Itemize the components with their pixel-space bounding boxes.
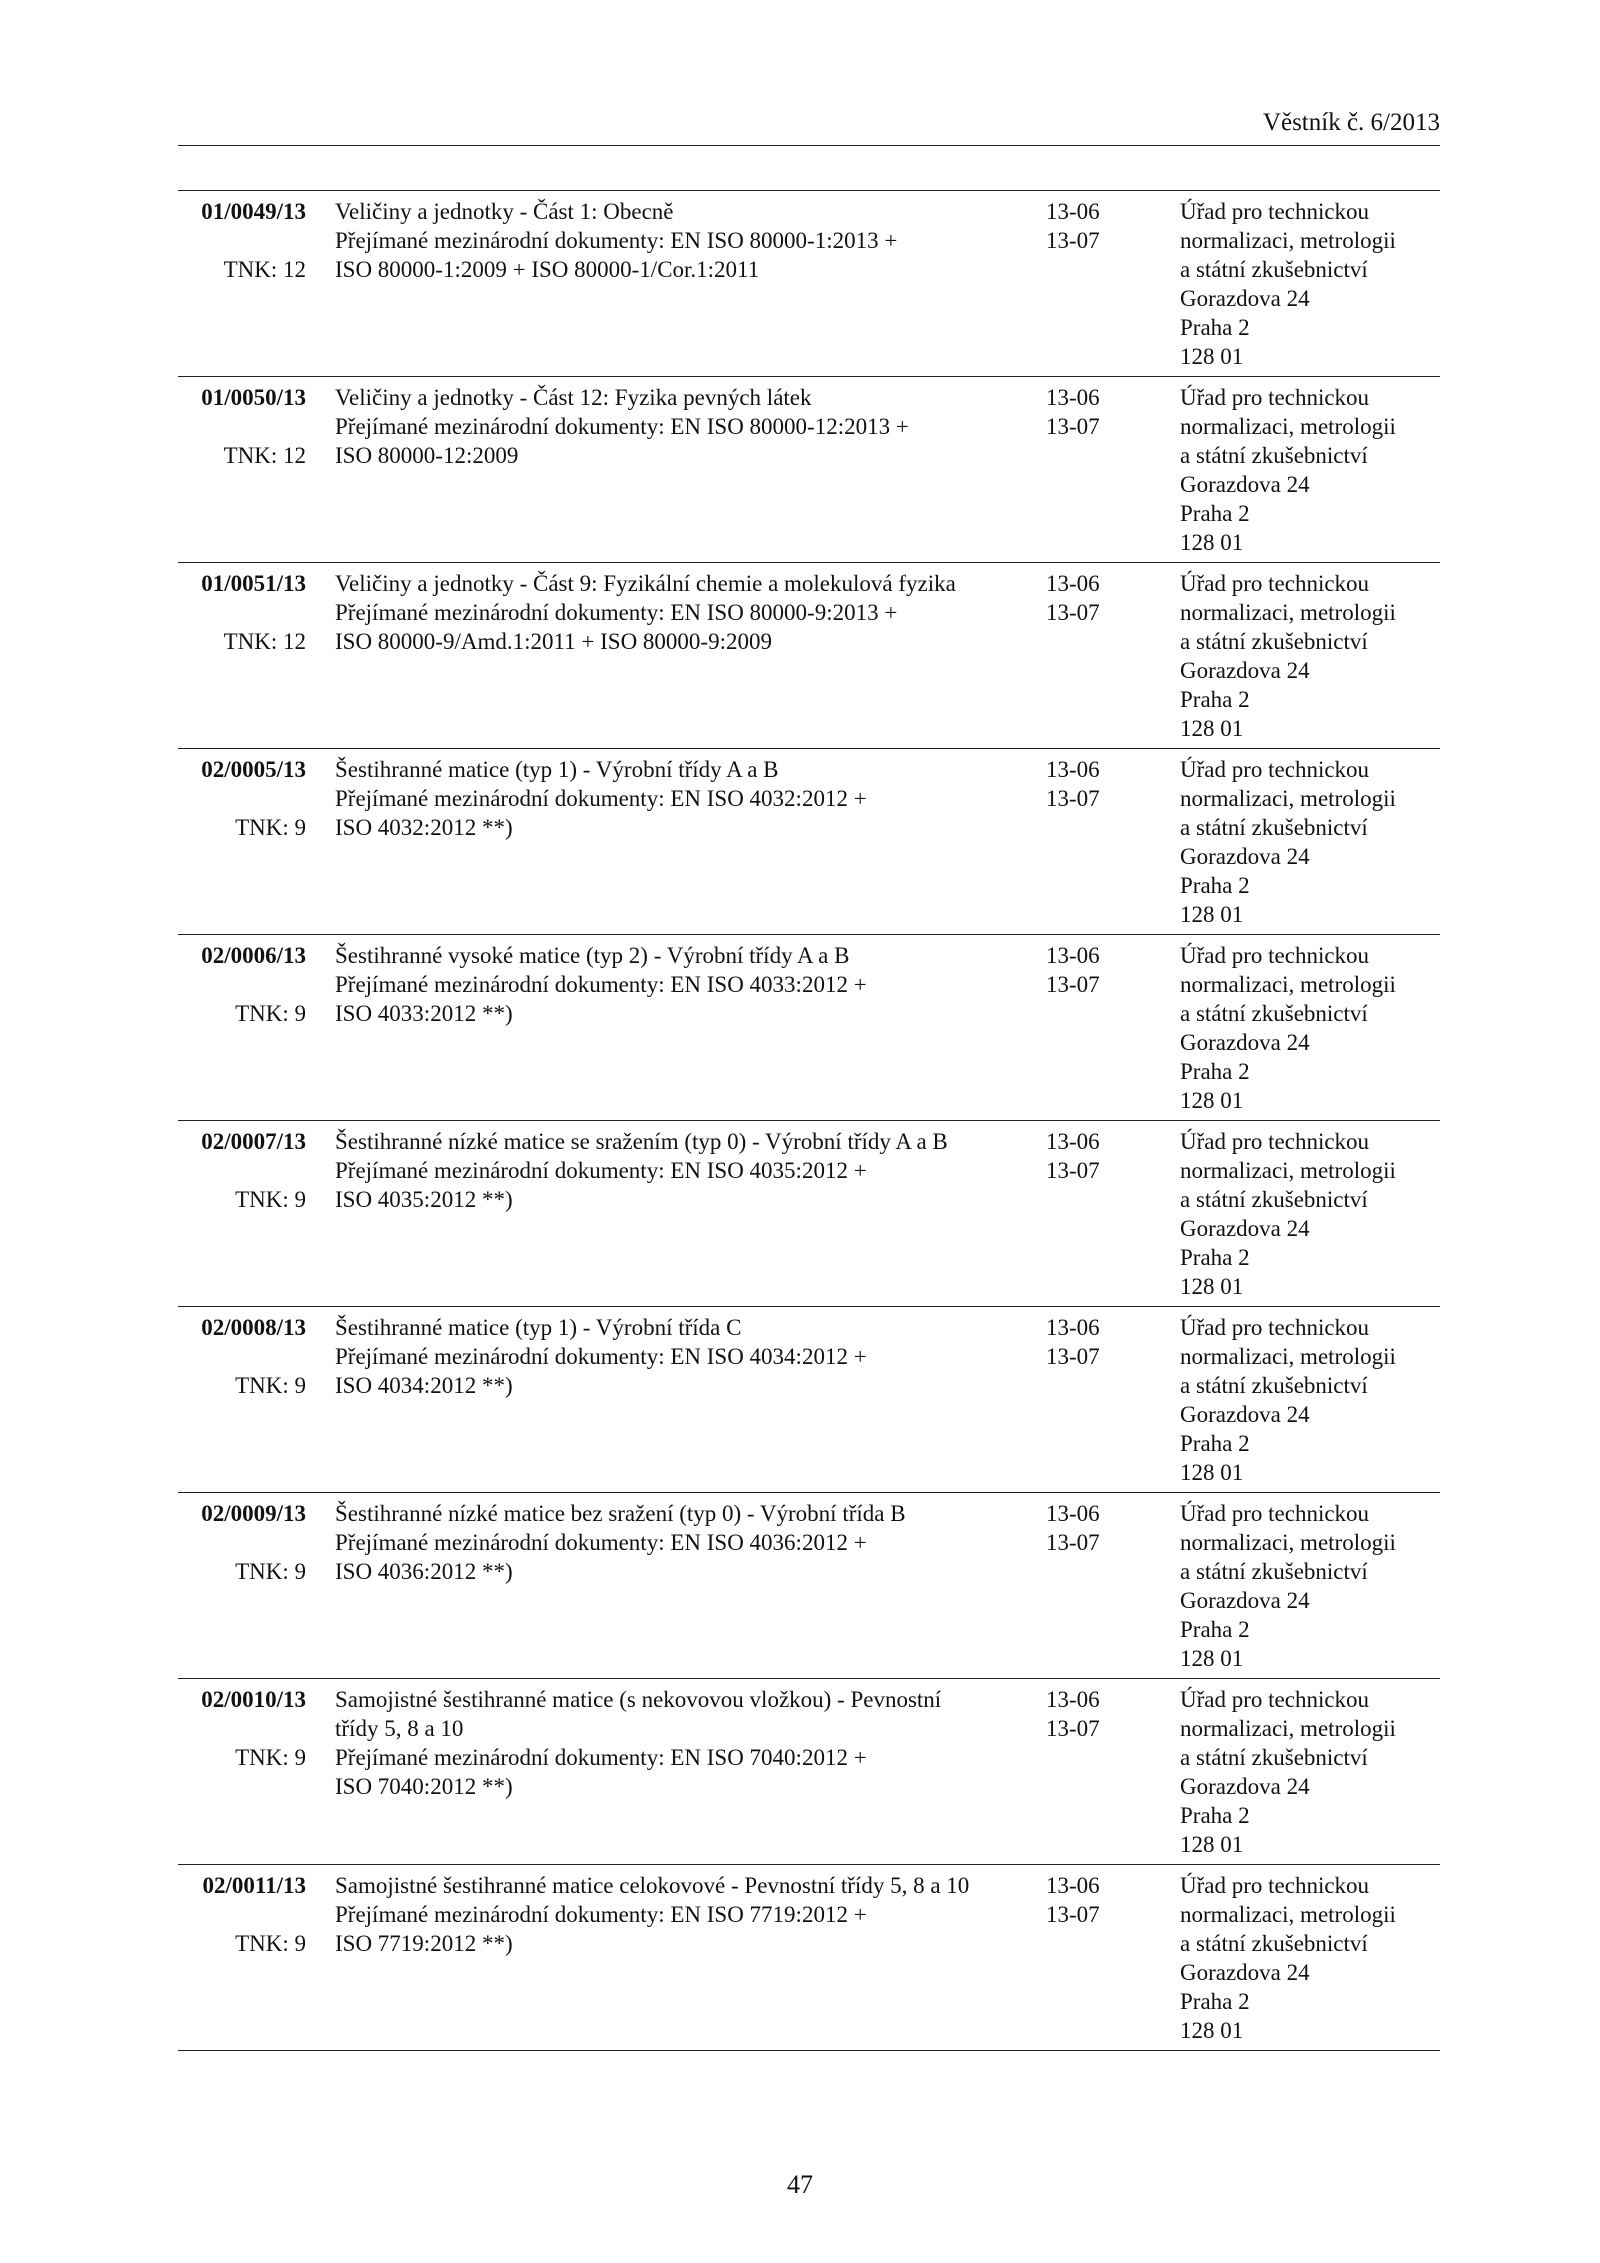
entry-description-line: ISO 7719:2012 **) — [335, 1931, 513, 1956]
entries-table — [178, 190, 1440, 2051]
entry-address-line: Úřad pro technickou — [1180, 199, 1370, 224]
entry-tnk: TNK: 12 — [223, 629, 306, 654]
entry-date: 13-07 — [1046, 1716, 1100, 1741]
entry-address-line: Úřad pro technickou — [1180, 1873, 1370, 1898]
entry-number: 01/0051/13 — [201, 571, 306, 596]
entry-description-line: ISO 7040:2012 **) — [335, 1774, 513, 1799]
entry-id-column — [178, 755, 306, 842]
entry-dates — [1046, 1871, 1146, 1929]
entry-number: 01/0049/13 — [201, 199, 306, 224]
entry-address-line: normalizaci, metrologii — [1180, 1158, 1396, 1183]
entry-address — [1180, 1313, 1440, 1487]
entry-address-line: a státní zkušebnictví — [1180, 815, 1368, 840]
entry-address — [1180, 569, 1440, 743]
entry-address-line: Praha 2 — [1180, 1431, 1250, 1456]
entry-date: 13-06 — [1046, 1687, 1100, 1712]
entry-address-line: 128 01 — [1180, 1088, 1244, 1113]
entry-address-line: Gorazdova 24 — [1180, 844, 1310, 869]
entry-address-line: Gorazdova 24 — [1180, 1216, 1310, 1241]
entry-address-line: Praha 2 — [1180, 1059, 1250, 1084]
entry-row — [178, 1679, 1440, 1865]
entry-description-line: Šestihranné nízké matice se sražením (typ 0) - Výrobní třídy A a B — [335, 1129, 948, 1154]
entry-description-line: ISO 4033:2012 **) — [335, 1001, 513, 1026]
entry-address-line: 128 01 — [1180, 716, 1244, 741]
entry-description — [335, 1499, 1035, 1586]
page-number: 47 — [787, 2170, 813, 2199]
entry-date: 13-07 — [1046, 600, 1100, 625]
entry-number: 02/0005/13 — [201, 757, 306, 782]
entry-address-line: normalizaci, metrologii — [1180, 1530, 1396, 1555]
entry-date: 13-06 — [1046, 1315, 1100, 1340]
entry-address-line: 128 01 — [1180, 530, 1244, 555]
entry-description-line: Veličiny a jednotky - Část 12: Fyzika pevných látek — [335, 385, 812, 410]
entry-description-line: ISO 80000-1:2009 + ISO 80000-1/Cor.1:2011 — [335, 257, 760, 282]
entry-address-line: Praha 2 — [1180, 1989, 1250, 2014]
entry-dates — [1046, 1685, 1146, 1743]
entry-description-line: ISO 4036:2012 **) — [335, 1559, 513, 1584]
entry-description-line: ISO 80000-12:2009 — [335, 443, 519, 468]
entry-dates — [1046, 569, 1146, 627]
entry-address-line: normalizaci, metrologii — [1180, 414, 1396, 439]
entry-address-line: Úřad pro technickou — [1180, 1687, 1370, 1712]
entry-date: 13-07 — [1046, 1902, 1100, 1927]
entry-description-line: Přejímané mezinárodní dokumenty: EN ISO 4035:2012 + — [335, 1158, 867, 1183]
entry-tnk: TNK: 12 — [223, 257, 306, 282]
entry-address-line: Praha 2 — [1180, 1803, 1250, 1828]
entry-address-line: normalizaci, metrologii — [1180, 1344, 1396, 1369]
entry-address-line: normalizaci, metrologii — [1180, 786, 1396, 811]
entry-address-line: Úřad pro technickou — [1180, 1315, 1370, 1340]
entry-row — [178, 1121, 1440, 1307]
entry-date: 13-07 — [1046, 972, 1100, 997]
entry-address-line: 128 01 — [1180, 902, 1244, 927]
entry-tnk: TNK: 12 — [223, 443, 306, 468]
entry-description-line: Přejímané mezinárodní dokumenty: EN ISO 80000-9:2013 + — [335, 600, 898, 625]
entry-date: 13-07 — [1046, 414, 1100, 439]
entry-address-line: 128 01 — [1180, 344, 1244, 369]
entry-number: 02/0011/13 — [202, 1873, 306, 1898]
entry-address-line: Úřad pro technickou — [1180, 1129, 1370, 1154]
entry-address-line: Gorazdova 24 — [1180, 658, 1310, 683]
entry-description — [335, 569, 1035, 656]
entry-address-line: normalizaci, metrologii — [1180, 1716, 1396, 1741]
entry-description-line: třídy 5, 8 a 10 — [335, 1716, 464, 1741]
entry-description — [335, 197, 1035, 284]
entry-address — [1180, 1499, 1440, 1673]
entry-dates — [1046, 755, 1146, 813]
entry-description — [335, 383, 1035, 470]
entry-row — [178, 377, 1440, 563]
entry-description-line: Šestihranné nízké matice bez sražení (typ 0) - Výrobní třída B — [335, 1501, 906, 1526]
entry-tnk: TNK: 9 — [235, 1745, 306, 1770]
entry-tnk: TNK: 9 — [235, 1559, 306, 1584]
entry-date: 13-06 — [1046, 943, 1100, 968]
entry-address-line: a státní zkušebnictví — [1180, 1001, 1368, 1026]
entry-address-line: Praha 2 — [1180, 873, 1250, 898]
entry-date: 13-06 — [1046, 757, 1100, 782]
entry-address-line: Úřad pro technickou — [1180, 757, 1370, 782]
entry-description-line: Přejímané mezinárodní dokumenty: EN ISO 4033:2012 + — [335, 972, 867, 997]
entry-number: 02/0007/13 — [201, 1129, 306, 1154]
entry-date: 13-06 — [1046, 385, 1100, 410]
entry-number: 01/0050/13 — [201, 385, 306, 410]
entry-address-line: Praha 2 — [1180, 687, 1250, 712]
entry-id-column — [178, 1871, 306, 1958]
entry-address-line: a státní zkušebnictví — [1180, 443, 1368, 468]
entry-id-column — [178, 1127, 306, 1214]
entry-number: 02/0009/13 — [201, 1501, 306, 1526]
entry-row — [178, 1865, 1440, 2051]
entry-address-line: a státní zkušebnictví — [1180, 257, 1368, 282]
entry-tnk: TNK: 9 — [235, 815, 306, 840]
entry-address-line: a státní zkušebnictví — [1180, 1931, 1368, 1956]
entry-address — [1180, 1127, 1440, 1301]
entry-row — [178, 1493, 1440, 1679]
entry-address-line: Úřad pro technickou — [1180, 571, 1370, 596]
entry-address-line: 128 01 — [1180, 1274, 1244, 1299]
entry-date: 13-06 — [1046, 1129, 1100, 1154]
entry-description — [335, 1313, 1035, 1400]
entry-address-line: 128 01 — [1180, 1832, 1244, 1857]
entry-date: 13-07 — [1046, 228, 1100, 253]
entry-number: 02/0008/13 — [201, 1315, 306, 1340]
entry-address-line: Gorazdova 24 — [1180, 286, 1310, 311]
entry-dates — [1046, 197, 1146, 255]
entry-id-column — [178, 569, 306, 656]
entry-id-column — [178, 1313, 306, 1400]
entry-row — [178, 191, 1440, 377]
entry-address-line: Praha 2 — [1180, 1245, 1250, 1270]
entry-description — [335, 941, 1035, 1028]
entry-id-column — [178, 941, 306, 1028]
entry-address-line: Úřad pro technickou — [1180, 1501, 1370, 1526]
entry-address — [1180, 197, 1440, 371]
entry-address-line: Praha 2 — [1180, 315, 1250, 340]
entry-dates — [1046, 383, 1146, 441]
entry-address-line: a státní zkušebnictví — [1180, 629, 1368, 654]
entry-description-line: Přejímané mezinárodní dokumenty: EN ISO 4036:2012 + — [335, 1530, 867, 1555]
entry-date: 13-06 — [1046, 1873, 1100, 1898]
entry-description-line: Veličiny a jednotky - Část 9: Fyzikální chemie a molekulová fyzika — [335, 571, 956, 596]
entry-description-line: ISO 4035:2012 **) — [335, 1187, 513, 1212]
entry-description-line: Veličiny a jednotky - Část 1: Obecně — [335, 199, 674, 224]
page-header-title: Věstník č. 6/2013 — [1262, 109, 1440, 136]
entry-address-line: Gorazdova 24 — [1180, 1402, 1310, 1427]
entry-address-line: Gorazdova 24 — [1180, 1030, 1310, 1055]
entry-address-line: Gorazdova 24 — [1180, 1588, 1310, 1613]
entry-date: 13-06 — [1046, 571, 1100, 596]
entry-description-line: Přejímané mezinárodní dokumenty: EN ISO 4032:2012 + — [335, 786, 867, 811]
entry-row — [178, 749, 1440, 935]
entry-description-line: Šestihranné vysoké matice (typ 2) - Výrobní třídy A a B — [335, 943, 850, 968]
entry-tnk: TNK: 9 — [235, 1187, 306, 1212]
entry-description-line: ISO 4032:2012 **) — [335, 815, 513, 840]
entry-date: 13-07 — [1046, 1344, 1100, 1369]
entry-address-line: a státní zkušebnictví — [1180, 1559, 1368, 1584]
entry-id-column — [178, 197, 306, 284]
entry-description-line: ISO 80000-9/Amd.1:2011 + ISO 80000-9:2009 — [335, 629, 772, 654]
entry-address-line: Praha 2 — [1180, 1617, 1250, 1642]
entry-description — [335, 755, 1035, 842]
entry-description-line: Přejímané mezinárodní dokumenty: EN ISO 80000-12:2013 + — [335, 414, 909, 439]
entry-description-line: Přejímané mezinárodní dokumenty: EN ISO 80000-1:2013 + — [335, 228, 898, 253]
entry-description — [335, 1685, 1035, 1801]
entry-address-line: 128 01 — [1180, 1646, 1244, 1671]
entry-id-column — [178, 1685, 306, 1772]
entry-description-line: ISO 4034:2012 **) — [335, 1373, 513, 1398]
entry-dates — [1046, 1127, 1146, 1185]
entry-id-column — [178, 1499, 306, 1586]
entry-description-line: Samojistné šestihranné matice celokovové - Pevnostní třídy 5, 8 a 10 — [335, 1873, 970, 1898]
entry-description-line: Přejímané mezinárodní dokumenty: EN ISO 4034:2012 + — [335, 1344, 867, 1369]
entry-address-line: normalizaci, metrologii — [1180, 600, 1396, 625]
entry-row — [178, 1307, 1440, 1493]
entry-address-line: Gorazdova 24 — [1180, 1960, 1310, 1985]
entry-row — [178, 935, 1440, 1121]
entry-id-column — [178, 383, 306, 470]
entry-dates — [1046, 1313, 1146, 1371]
entry-address-line: normalizaci, metrologii — [1180, 1902, 1396, 1927]
entry-address-line: a státní zkušebnictví — [1180, 1187, 1368, 1212]
entry-address-line: Gorazdova 24 — [1180, 472, 1310, 497]
entry-address-line: Praha 2 — [1180, 501, 1250, 526]
entry-date: 13-07 — [1046, 786, 1100, 811]
header-rule — [178, 145, 1440, 146]
entry-date: 13-06 — [1046, 199, 1100, 224]
entry-description — [335, 1127, 1035, 1214]
entry-date: 13-07 — [1046, 1158, 1100, 1183]
entry-address-line: Úřad pro technickou — [1180, 943, 1370, 968]
entry-tnk: TNK: 9 — [235, 1373, 306, 1398]
entry-description-line: Šestihranné matice (typ 1) - Výrobní třída C — [335, 1315, 742, 1340]
entry-address-line: 128 01 — [1180, 1460, 1244, 1485]
entry-description-line: Samojistné šestihranné matice (s nekovovou vložkou) - Pevnostní — [335, 1687, 942, 1712]
entry-address — [1180, 1871, 1440, 2045]
entry-address — [1180, 1685, 1440, 1859]
entry-number: 02/0006/13 — [201, 943, 306, 968]
entry-address — [1180, 941, 1440, 1115]
entry-dates — [1046, 941, 1146, 999]
entry-description — [335, 1871, 1035, 1958]
entry-address-line: normalizaci, metrologii — [1180, 972, 1396, 997]
entry-description-line: Šestihranné matice (typ 1) - Výrobní třídy A a B — [335, 757, 779, 782]
entry-address-line: Úřad pro technickou — [1180, 385, 1370, 410]
entry-address — [1180, 755, 1440, 929]
entry-date: 13-06 — [1046, 1501, 1100, 1526]
entry-tnk: TNK: 9 — [235, 1001, 306, 1026]
entry-address-line: Gorazdova 24 — [1180, 1774, 1310, 1799]
entry-description-line: Přejímané mezinárodní dokumenty: EN ISO 7719:2012 + — [335, 1902, 867, 1927]
entry-row — [178, 563, 1440, 749]
entry-number: 02/0010/13 — [201, 1687, 306, 1712]
entry-address-line: a státní zkušebnictví — [1180, 1373, 1368, 1398]
entry-address-line: normalizaci, metrologii — [1180, 228, 1396, 253]
entry-address-line: a státní zkušebnictví — [1180, 1745, 1368, 1770]
entry-address-line: 128 01 — [1180, 2018, 1244, 2043]
entry-dates — [1046, 1499, 1146, 1557]
entry-address — [1180, 383, 1440, 557]
entry-tnk: TNK: 9 — [235, 1931, 306, 1956]
entry-description-line: Přejímané mezinárodní dokumenty: EN ISO 7040:2012 + — [335, 1745, 867, 1770]
entry-date: 13-07 — [1046, 1530, 1100, 1555]
